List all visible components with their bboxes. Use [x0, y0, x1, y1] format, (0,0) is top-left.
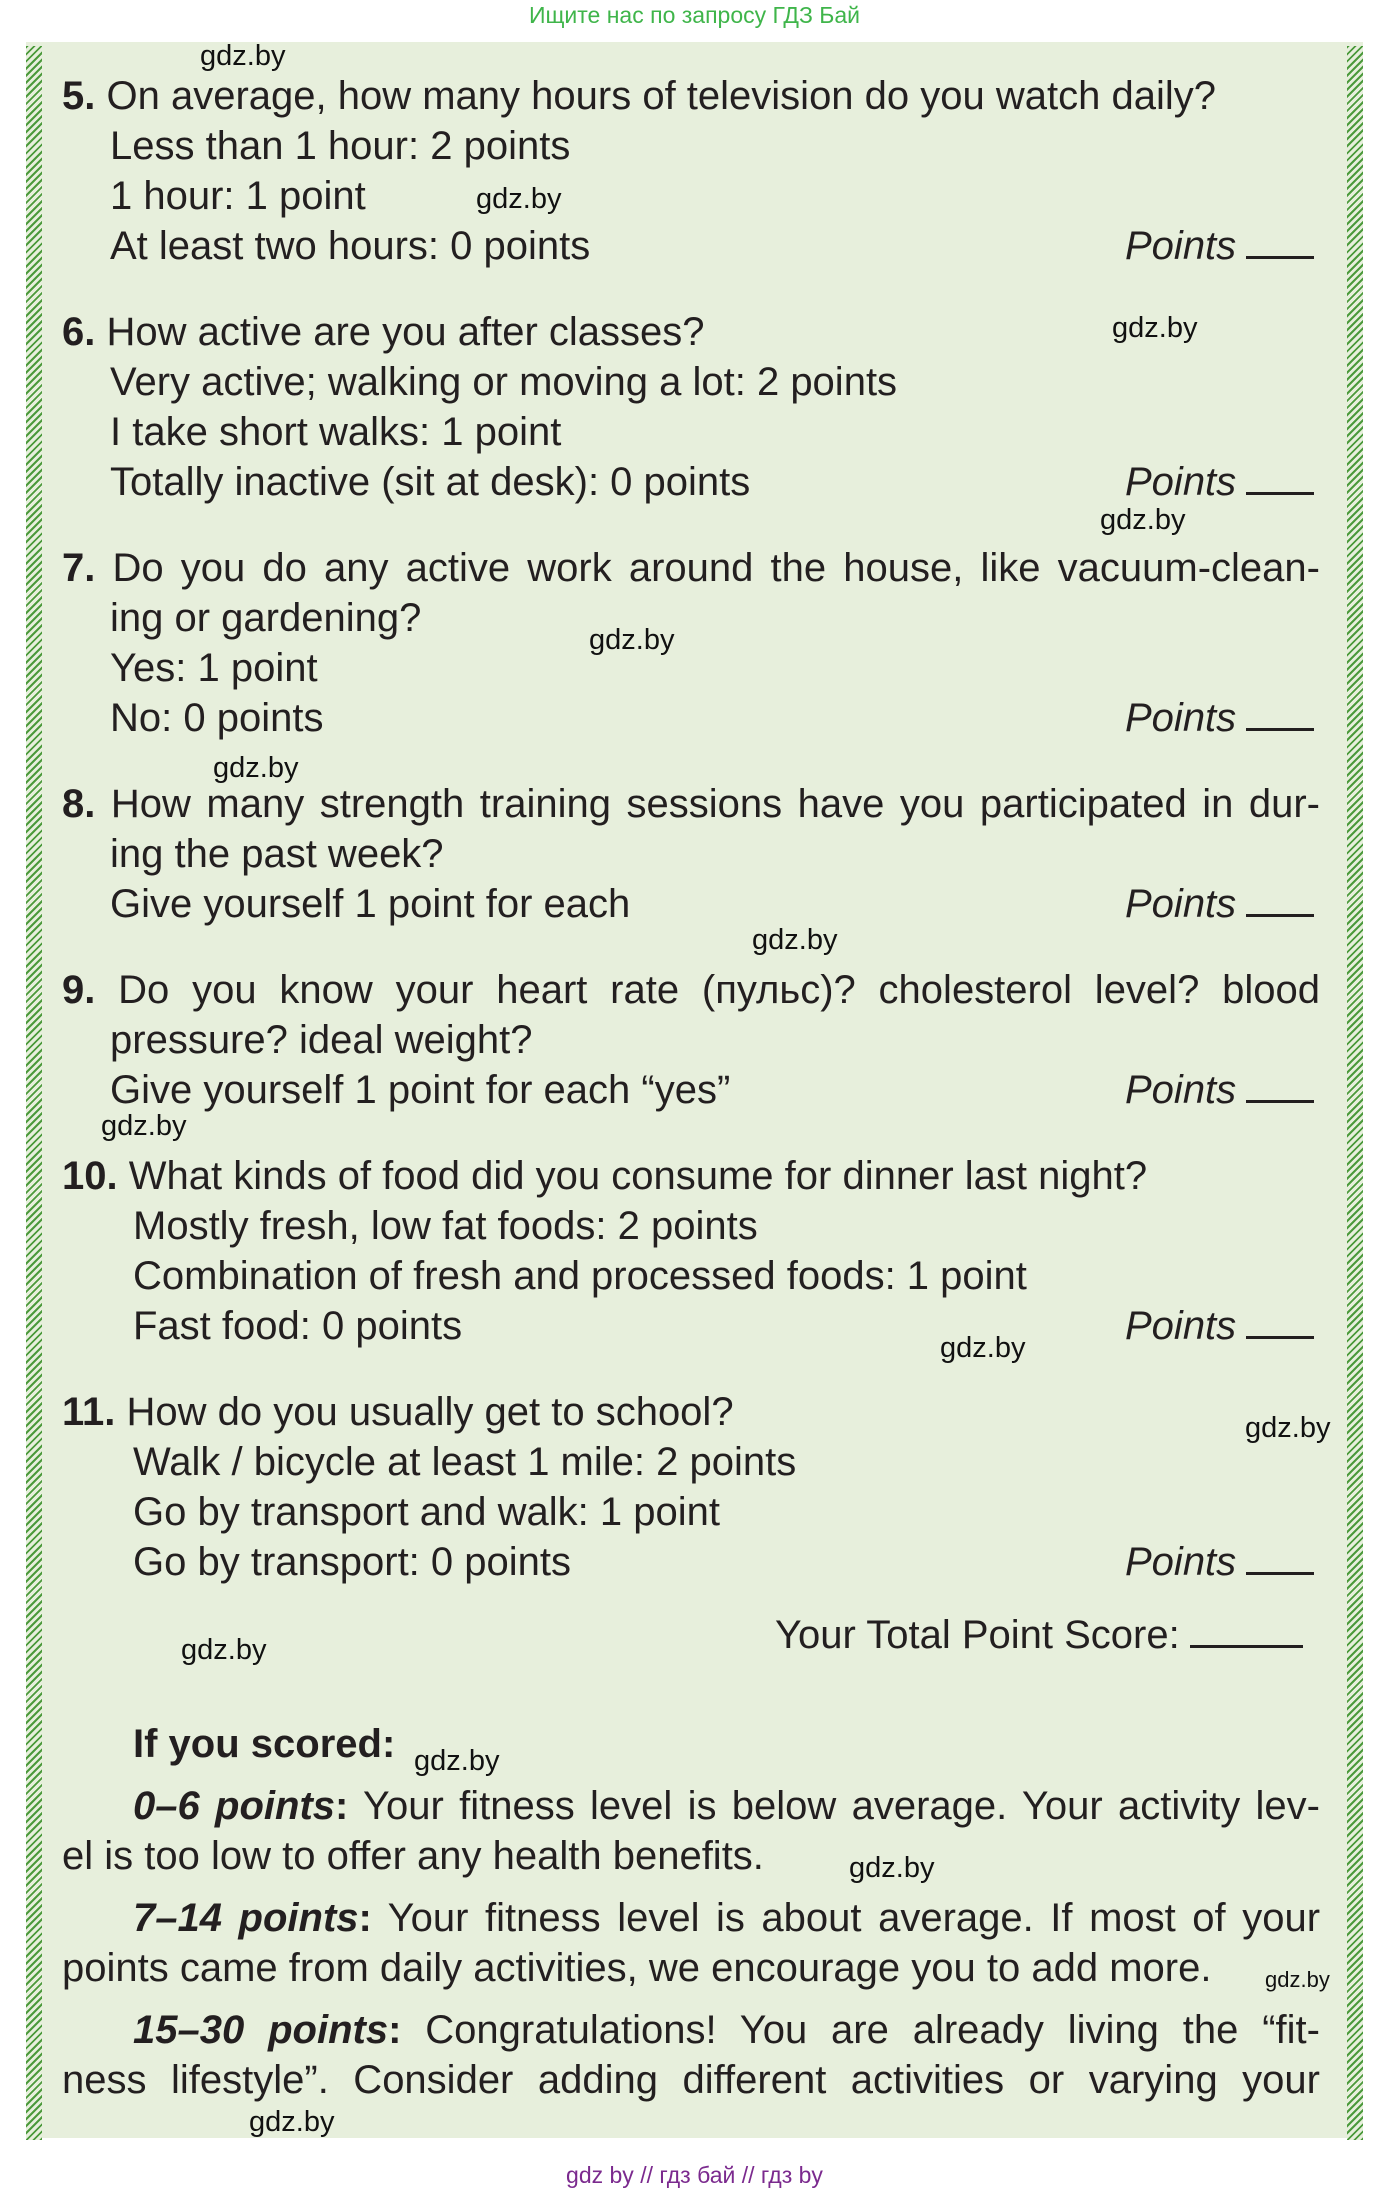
question-number: 6. — [62, 310, 96, 354]
points-field-7[interactable] — [1125, 694, 1314, 744]
result-text-continued: el is too low to offer any health benefits. — [62, 1834, 764, 1878]
question-text-continued: ing or gardening? — [110, 596, 422, 640]
points-blank[interactable] — [1246, 882, 1314, 917]
question-8 — [62, 780, 1320, 830]
question-number: 11. — [62, 1390, 116, 1434]
option-line: Mostly fresh, low fat foods: 2 points — [133, 1204, 758, 1248]
question-10 — [62, 1152, 1147, 1202]
result-text: Your fitness level is about average. If most of your — [387, 1896, 1321, 1940]
result-text-continued: points came from daily activities, we encourage you to add more. — [62, 1946, 1212, 1990]
points-blank[interactable] — [1246, 224, 1314, 259]
result-text: Congratulations! You are already living the “fit- — [425, 2008, 1320, 2052]
points-blank[interactable] — [1246, 1068, 1314, 1103]
points-blank[interactable] — [1246, 1304, 1314, 1339]
points-field-10[interactable] — [1125, 1302, 1314, 1352]
watermark: gdz.by — [940, 1332, 1026, 1364]
watermark: gdz.by — [1265, 1967, 1330, 1992]
points-blank[interactable] — [1246, 1540, 1314, 1575]
watermark: gdz.by — [476, 183, 562, 215]
option-line: Very active; walking or moving a lot: 2 points — [110, 360, 898, 404]
points-label: Points — [1125, 1068, 1237, 1112]
points-field-8[interactable] — [1125, 880, 1314, 930]
result-15-30: 15–30 points: Congratulations! You are already living the “fit- — [133, 2008, 1320, 2052]
watermark: gdz.by — [414, 1745, 500, 1777]
total-score-blank[interactable] — [1190, 1613, 1303, 1648]
option-line: At least two hours: 0 points — [110, 224, 591, 268]
points-label: Points — [1125, 1540, 1237, 1584]
question-6 — [62, 308, 705, 358]
option-line: Walk / bicycle at least 1 mile: 2 points — [133, 1440, 797, 1484]
points-field-9[interactable] — [1125, 1066, 1314, 1116]
result-range: 7–14 points — [133, 1896, 359, 1940]
top-banner: Ищите нас по запросу ГДЗ Бай — [528, 2, 861, 28]
result-0-6: 0–6 points: Your fitness level is below average. Your activity lev- — [133, 1784, 1320, 1828]
watermark: gdz.by — [213, 752, 299, 784]
points-label: Points — [1125, 696, 1237, 740]
option-line: 1 hour: 1 point — [110, 174, 366, 218]
option-line: I take short walks: 1 point — [110, 410, 562, 454]
option-line: No: 0 points — [110, 696, 324, 740]
points-blank[interactable] — [1246, 696, 1314, 731]
total-score-label: Your Total Point Score: — [775, 1613, 1180, 1657]
question-text-continued: pressure? ideal weight? — [110, 1018, 533, 1062]
question-number: 10. — [62, 1154, 118, 1198]
points-label: Points — [1125, 1304, 1237, 1348]
watermark: gdz.by — [752, 924, 838, 956]
question-9 — [62, 966, 1320, 1016]
result-7-14: 7–14 points: Your fitness level is about average. If most of your — [133, 1896, 1321, 1940]
watermark: gdz.by — [589, 624, 675, 656]
points-field-5[interactable] — [1125, 222, 1314, 272]
option-line: Give yourself 1 point for each — [110, 882, 631, 926]
question-text: What kinds of food did you consume for dinner last night? — [128, 1154, 1148, 1198]
question-number: 7. — [62, 546, 96, 590]
question-number: 5. — [62, 74, 96, 118]
scored-heading: If you scored: — [133, 1722, 396, 1766]
left-hatched-border — [26, 46, 42, 2140]
question-7 — [62, 544, 1320, 594]
watermark: gdz.by — [200, 40, 286, 72]
watermark: gdz.by — [849, 1852, 935, 1884]
watermark: gdz.by — [181, 1634, 267, 1666]
option-line: Fast food: 0 points — [133, 1304, 463, 1348]
total-score-field[interactable] — [775, 1611, 1303, 1661]
question-text: On average, how many hours of television do you watch daily? — [106, 74, 1216, 118]
option-line: Totally inactive (sit at desk): 0 points — [110, 460, 751, 504]
question-number: 9. — [62, 968, 96, 1012]
option-line: Combination of fresh and processed foods: 1 point — [133, 1254, 1027, 1298]
points-field-6[interactable] — [1125, 458, 1314, 508]
watermark: gdz.by — [249, 2106, 335, 2138]
question-text: How many strength training sessions have you participated in dur- — [110, 782, 1320, 826]
option-line: Give yourself 1 point for each “yes” — [110, 1068, 731, 1112]
watermark: gdz.by — [101, 1110, 187, 1142]
question-11 — [62, 1388, 734, 1438]
watermark: gdz.by — [1245, 1412, 1331, 1444]
question-text: How do you usually get to school? — [126, 1390, 734, 1434]
question-5 — [62, 72, 1216, 122]
option-line: Yes: 1 point — [110, 646, 318, 690]
points-label: Points — [1125, 460, 1237, 504]
watermark: gdz.by — [1112, 312, 1198, 344]
footer-links: gdz by // гдз бай // гдз by — [566, 2162, 823, 2188]
option-line: Go by transport: 0 points — [133, 1540, 572, 1584]
points-field-11[interactable] — [1125, 1538, 1314, 1588]
question-text: Do you do any active work around the house, like vacuum-clean- — [112, 546, 1320, 590]
option-line: Less than 1 hour: 2 points — [110, 124, 571, 168]
result-text-continued: ness lifestyle”. Consider adding different activities or varying your — [62, 2058, 1320, 2102]
result-range: 15–30 points — [133, 2008, 389, 2052]
result-range: 0–6 points — [133, 1784, 336, 1828]
right-hatched-border — [1347, 46, 1363, 2140]
watermark: gdz.by — [1100, 504, 1186, 536]
question-text: Do you know your heart rate (пульс)? cholesterol level? blood — [118, 968, 1320, 1012]
points-label: Points — [1125, 224, 1237, 268]
result-text: Your fitness level is below average. Your activity lev- — [362, 1784, 1320, 1828]
question-text-continued: ing the past week? — [110, 832, 444, 876]
question-number: 8. — [62, 782, 96, 826]
question-text: How active are you after classes? — [106, 310, 705, 354]
option-line: Go by transport and walk: 1 point — [133, 1490, 720, 1534]
points-label: Points — [1125, 882, 1237, 926]
points-blank[interactable] — [1246, 460, 1314, 495]
